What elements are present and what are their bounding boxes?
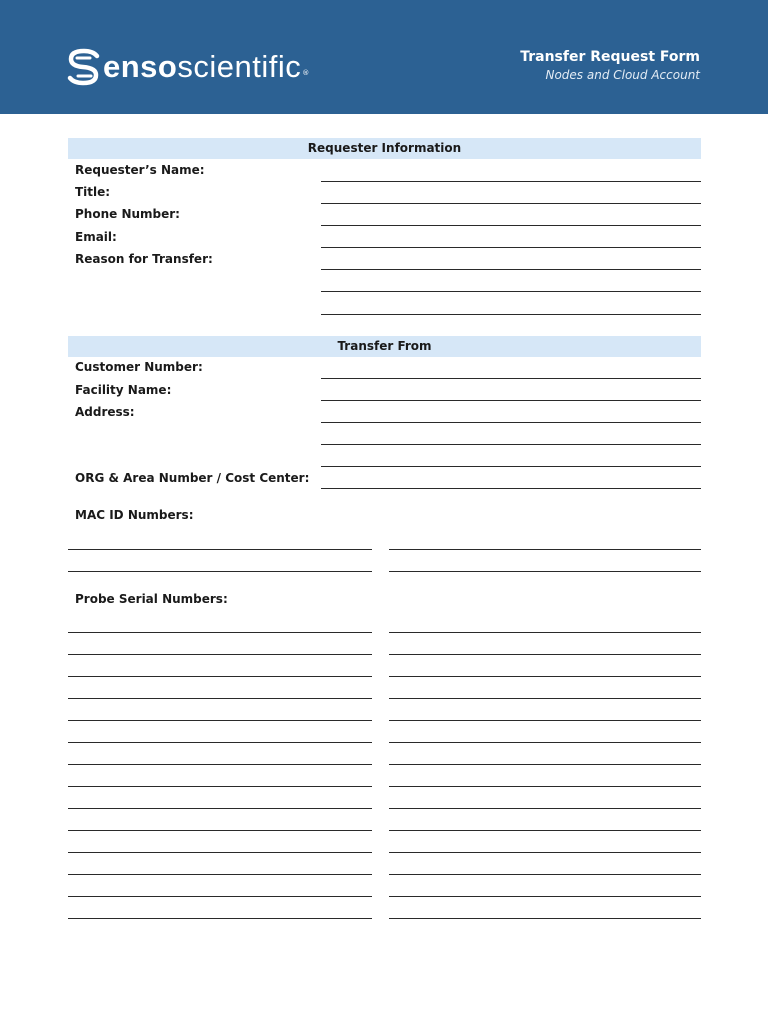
enso-s-logo-icon (66, 47, 102, 87)
probe-serial-field[interactable] (389, 676, 701, 677)
form-title: Transfer Request Form (520, 49, 700, 65)
reason-for-transfer-label: Reason for Transfer: (75, 252, 213, 266)
probe-serial-field[interactable] (68, 764, 372, 765)
probe-serial-field[interactable] (389, 764, 701, 765)
email-label: Email: (75, 230, 117, 244)
reason-for-transfer-field-2[interactable] (321, 291, 701, 292)
company-logo (66, 47, 309, 87)
mac-id-field[interactable] (68, 549, 372, 550)
probe-serial-field[interactable] (389, 808, 701, 809)
probe-serial-field[interactable] (389, 632, 701, 633)
form-title-block (520, 48, 700, 84)
facility-name-field[interactable] (321, 400, 701, 401)
probe-serial-field[interactable] (389, 852, 701, 853)
phone-number-field[interactable] (321, 225, 701, 226)
probe-serial-field[interactable] (389, 874, 701, 875)
org-area-cost-center-field[interactable] (321, 488, 701, 489)
header-banner (0, 0, 768, 114)
registered-mark: ® (302, 69, 310, 77)
customer-number-label: Customer Number: (75, 360, 203, 374)
requester-name-field[interactable] (321, 181, 701, 182)
probe-serial-field[interactable] (389, 742, 701, 743)
probe-serial-numbers-label: Probe Serial Numbers: (75, 592, 228, 606)
reason-for-transfer-field-3[interactable] (321, 314, 701, 315)
probe-serial-field[interactable] (68, 742, 372, 743)
probe-serial-field[interactable] (68, 654, 372, 655)
probe-serial-field[interactable] (68, 918, 372, 919)
probe-serial-field[interactable] (389, 720, 701, 721)
customer-number-field[interactable] (321, 378, 701, 379)
probe-serial-field[interactable] (68, 830, 372, 831)
address-field-1[interactable] (321, 422, 701, 423)
probe-serial-field[interactable] (389, 698, 701, 699)
address-field-3[interactable] (321, 466, 701, 467)
form-subtitle: Nodes and Cloud Account (545, 68, 700, 82)
address-label: Address: (75, 405, 135, 419)
mac-id-field[interactable] (68, 571, 372, 572)
probe-serial-field[interactable] (68, 808, 372, 809)
probe-serial-field[interactable] (68, 874, 372, 875)
probe-serial-field[interactable] (389, 896, 701, 897)
requester-name-label: Requester’s Name: (75, 163, 205, 177)
probe-serial-field[interactable] (68, 720, 372, 721)
probe-serial-field[interactable] (389, 786, 701, 787)
probe-serial-field[interactable] (68, 852, 372, 853)
mac-id-numbers-label: MAC ID Numbers: (75, 508, 194, 522)
probe-serial-field[interactable] (389, 830, 701, 831)
probe-serial-field[interactable] (68, 786, 372, 787)
probe-serial-field[interactable] (68, 632, 372, 633)
phone-number-label: Phone Number: (75, 207, 180, 221)
logo-wordmark-bold: enso (103, 49, 178, 84)
title-field[interactable] (321, 203, 701, 204)
mac-id-field[interactable] (389, 549, 701, 550)
probe-serial-field[interactable] (389, 654, 701, 655)
logo-wordmark-light: scientific (177, 49, 302, 84)
email-field[interactable] (321, 247, 701, 248)
facility-name-label: Facility Name: (75, 383, 172, 397)
title-label: Title: (75, 185, 111, 199)
probe-serial-field[interactable] (68, 698, 372, 699)
probe-serial-field[interactable] (68, 896, 372, 897)
reason-for-transfer-field-1[interactable] (321, 269, 701, 270)
probe-serial-field[interactable] (389, 918, 701, 919)
address-field-2[interactable] (321, 444, 701, 445)
transfer-from-section-header: Transfer From (68, 336, 701, 357)
requester-section-header: Requester Information (68, 138, 701, 159)
probe-serial-field[interactable] (68, 676, 372, 677)
mac-id-field[interactable] (389, 571, 701, 572)
org-area-cost-center-label: ORG & Area Number / Cost Center: (75, 471, 310, 485)
